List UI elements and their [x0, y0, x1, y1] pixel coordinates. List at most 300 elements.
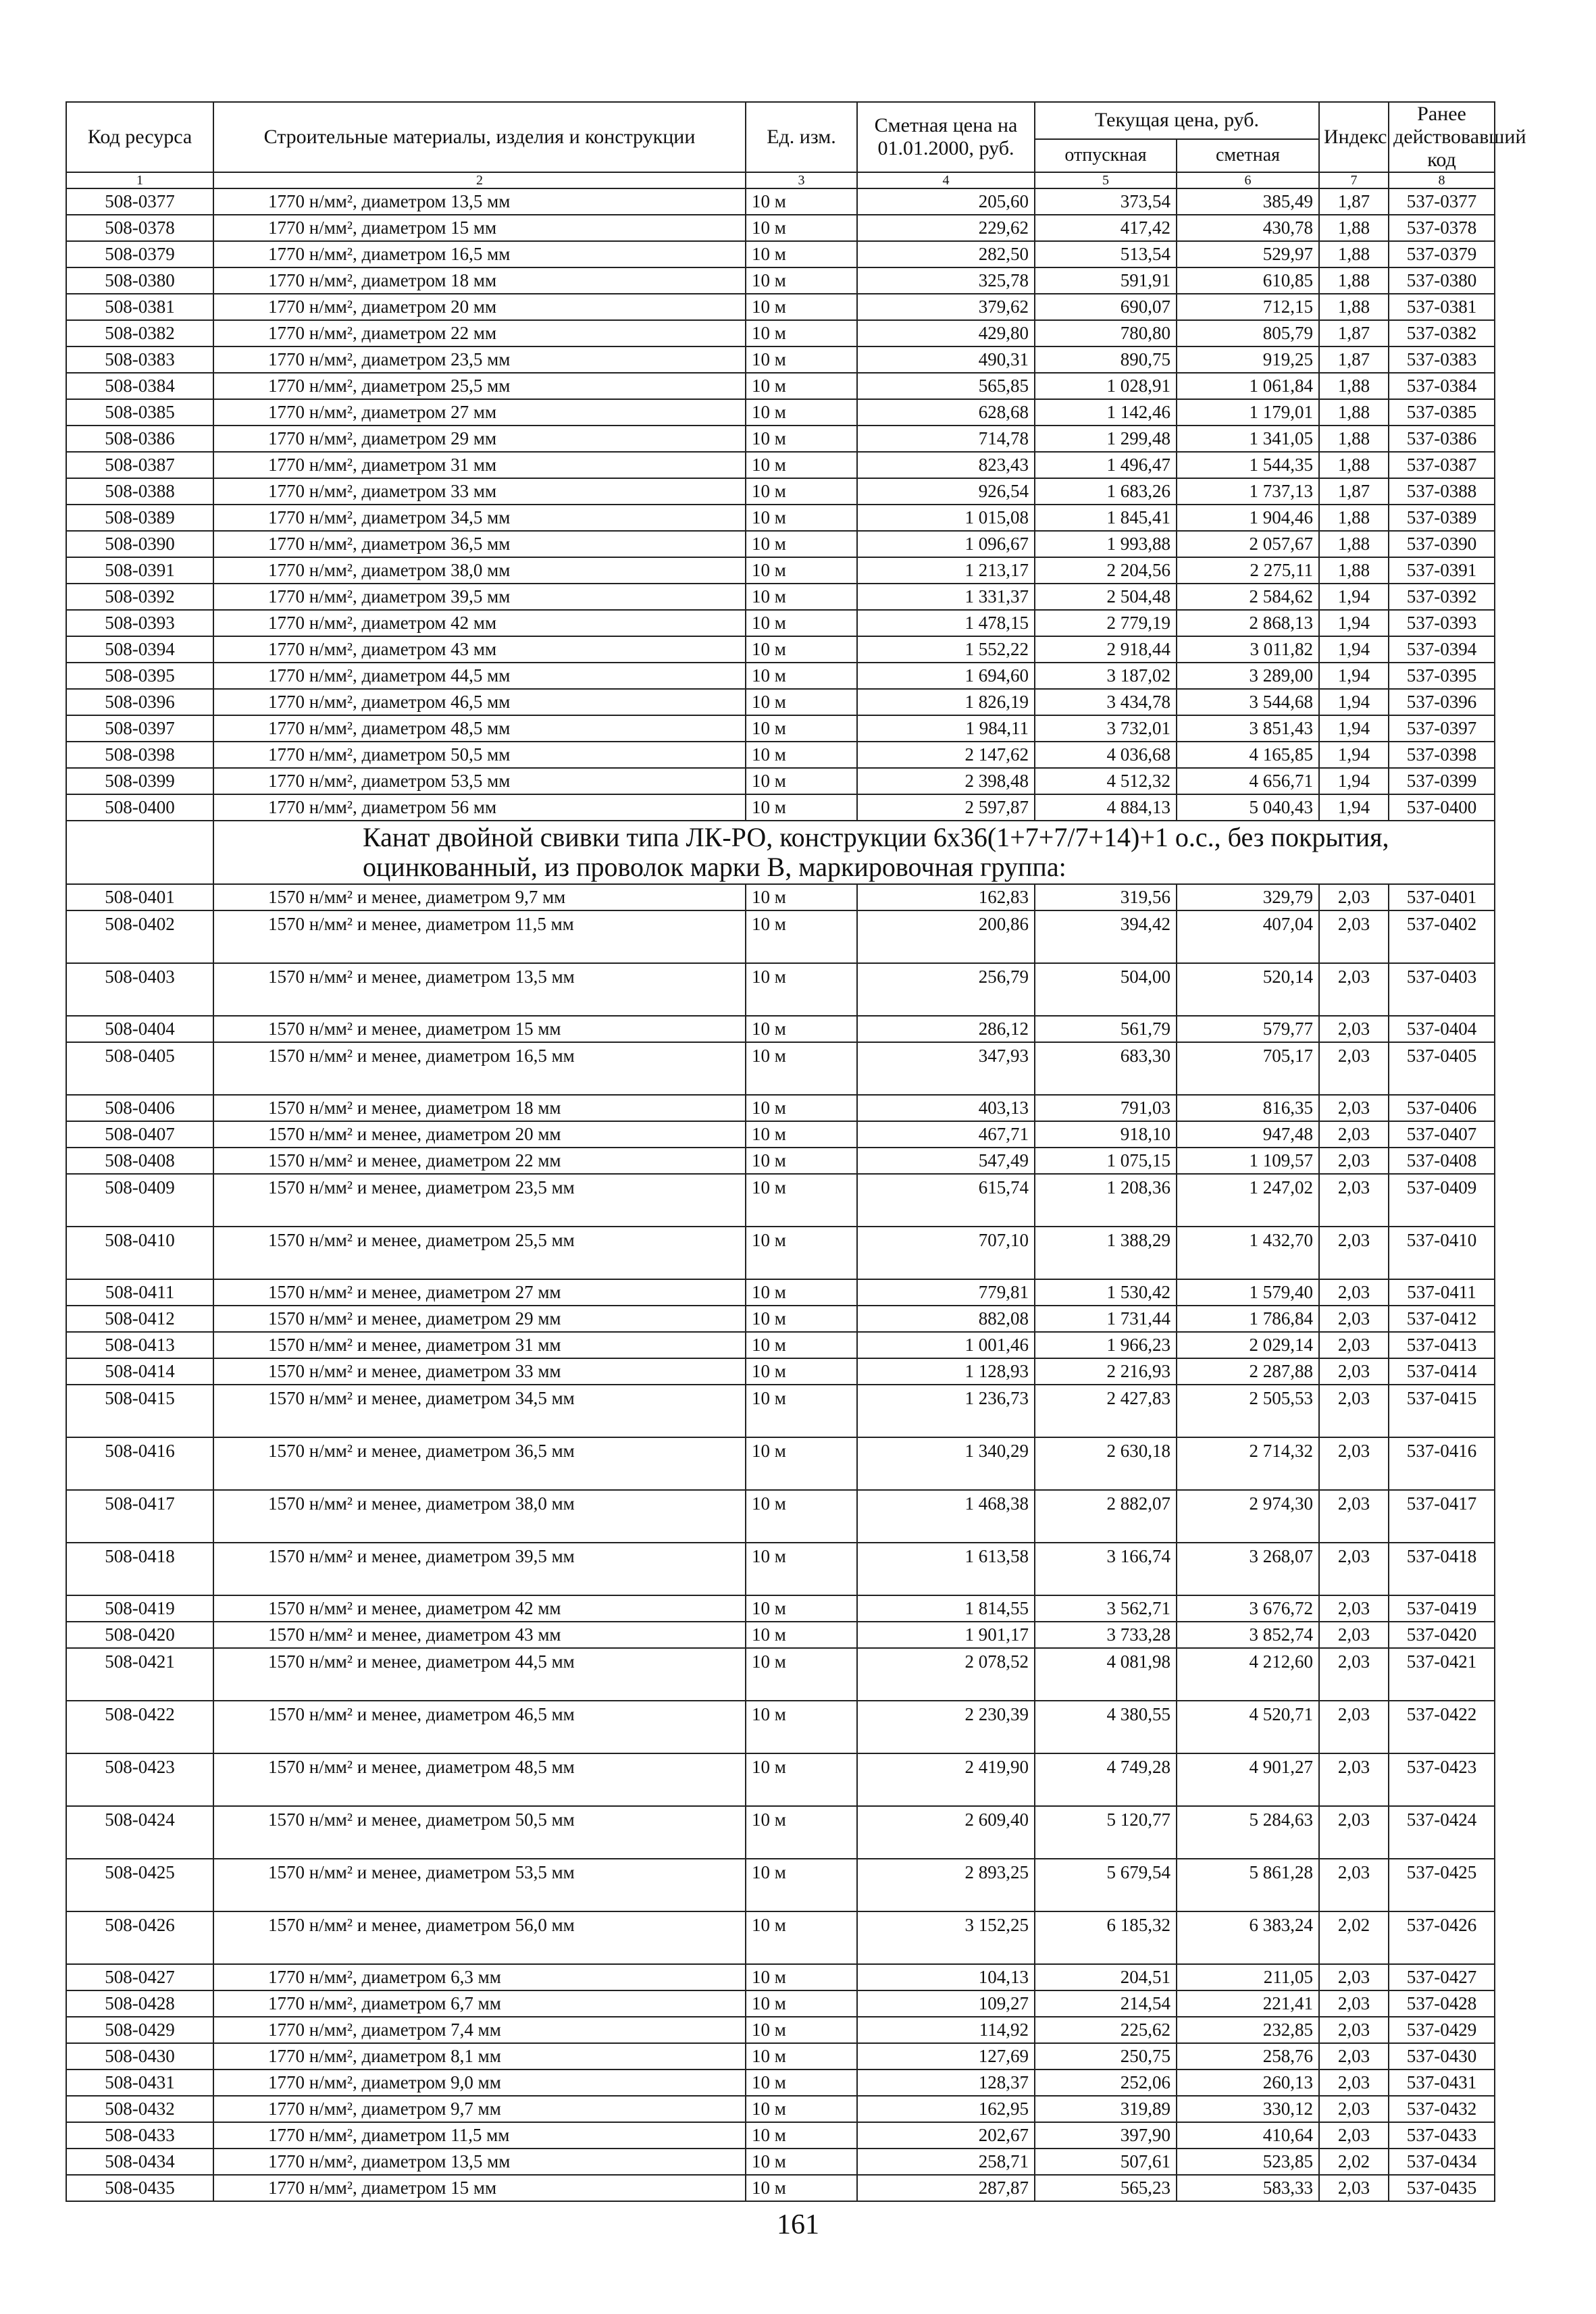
base-price: 258,71 — [857, 2149, 1035, 2175]
unit: 10 м — [746, 1859, 857, 1911]
base-price: 1 468,38 — [857, 1490, 1035, 1543]
release-price: 373,54 — [1035, 188, 1177, 215]
release-price: 3 166,74 — [1035, 1543, 1177, 1595]
price-index: 2,03 — [1319, 2069, 1389, 2096]
base-price: 1 814,55 — [857, 1595, 1035, 1622]
unit: 10 м — [746, 1490, 857, 1543]
previous-code: 537-0418 — [1389, 1543, 1495, 1595]
unit: 10 м — [746, 1332, 857, 1358]
release-price: 1 299,48 — [1035, 426, 1177, 452]
resource-code: 508-0406 — [66, 1095, 213, 1121]
resource-name: 1570 н/мм² и менее, диаметром 27 мм — [213, 1279, 746, 1306]
previous-code: 537-0379 — [1389, 241, 1495, 267]
resource-name: 1770 н/мм², диаметром 18 мм — [213, 267, 746, 294]
table-row — [66, 794, 1495, 821]
estimate-price: 385,49 — [1177, 188, 1319, 215]
table-row — [66, 1990, 1495, 2017]
unit: 10 м — [746, 1648, 857, 1701]
table-row — [66, 320, 1495, 346]
resource-code: 508-0427 — [66, 1964, 213, 1990]
resource-code: 508-0394 — [66, 636, 213, 663]
price-index: 2,03 — [1319, 1622, 1389, 1648]
estimate-price: 232,85 — [1177, 2017, 1319, 2043]
base-price: 1 096,67 — [857, 531, 1035, 557]
release-price: 591,91 — [1035, 267, 1177, 294]
previous-code: 537-0415 — [1389, 1385, 1495, 1437]
base-price: 2 230,39 — [857, 1701, 1035, 1753]
resource-name: 1770 н/мм², диаметром 34,5 мм — [213, 505, 746, 531]
release-price: 561,79 — [1035, 1016, 1177, 1042]
price-index: 2,03 — [1319, 1595, 1389, 1622]
resource-name: 1570 н/мм² и менее, диаметром 56,0 мм — [213, 1911, 746, 1964]
estimate-price: 1 432,70 — [1177, 1227, 1319, 1279]
estimate-price: 1 061,84 — [1177, 373, 1319, 399]
section-block — [66, 821, 1495, 884]
estimate-price: 520,14 — [1177, 963, 1319, 1016]
base-price: 547,49 — [857, 1148, 1035, 1174]
resource-code: 508-0414 — [66, 1358, 213, 1385]
previous-code: 537-0383 — [1389, 346, 1495, 373]
resource-code: 508-0396 — [66, 689, 213, 715]
price-index: 2,03 — [1319, 1385, 1389, 1437]
base-price: 467,71 — [857, 1121, 1035, 1148]
resource-code: 508-0397 — [66, 715, 213, 742]
estimate-price: 2 057,67 — [1177, 531, 1319, 557]
price-index: 2,03 — [1319, 1121, 1389, 1148]
resource-code: 508-0412 — [66, 1306, 213, 1332]
table-row — [66, 636, 1495, 663]
previous-code: 537-0386 — [1389, 426, 1495, 452]
estimate-price: 4 212,60 — [1177, 1648, 1319, 1701]
release-price: 1 683,26 — [1035, 478, 1177, 505]
release-price: 4 512,32 — [1035, 768, 1177, 794]
estimate-price: 211,05 — [1177, 1964, 1319, 1990]
price-index: 2,03 — [1319, 2175, 1389, 2201]
resource-code: 508-0379 — [66, 241, 213, 267]
base-price: 1 552,22 — [857, 636, 1035, 663]
release-price: 683,30 — [1035, 1042, 1177, 1095]
table-row — [66, 663, 1495, 689]
base-price: 403,13 — [857, 1095, 1035, 1121]
previous-code: 537-0421 — [1389, 1648, 1495, 1701]
estimate-price: 705,17 — [1177, 1042, 1319, 1095]
base-price: 707,10 — [857, 1227, 1035, 1279]
table-row — [66, 1543, 1495, 1595]
estimate-price: 3 852,74 — [1177, 1622, 1319, 1648]
unit: 10 м — [746, 2122, 857, 2149]
table-row — [66, 1227, 1495, 1279]
table-row — [66, 1095, 1495, 1121]
unit: 10 м — [746, 1437, 857, 1490]
resource-code: 508-0399 — [66, 768, 213, 794]
unit: 10 м — [746, 1121, 857, 1148]
table-row — [66, 1332, 1495, 1358]
release-price: 918,10 — [1035, 1121, 1177, 1148]
estimate-price: 2 584,62 — [1177, 584, 1319, 610]
table-row — [66, 241, 1495, 267]
table-row — [66, 1306, 1495, 1332]
estimate-price: 6 383,24 — [1177, 1911, 1319, 1964]
price-index: 1,88 — [1319, 452, 1389, 478]
release-price: 690,07 — [1035, 294, 1177, 320]
resource-name: 1570 н/мм² и менее, диаметром 33 мм — [213, 1358, 746, 1385]
table-row — [66, 267, 1495, 294]
resource-code: 508-0387 — [66, 452, 213, 478]
header-index: Индекс — [1319, 102, 1389, 172]
price-index: 1,88 — [1319, 241, 1389, 267]
resource-name: 1770 н/мм², диаметром 43 мм — [213, 636, 746, 663]
estimate-price: 329,79 — [1177, 884, 1319, 910]
release-price: 250,75 — [1035, 2043, 1177, 2069]
unit: 10 м — [746, 1964, 857, 1990]
estimate-price: 1 544,35 — [1177, 452, 1319, 478]
resource-name: 1570 н/мм² и менее, диаметром 38,0 мм — [213, 1490, 746, 1543]
release-price: 2 216,93 — [1035, 1358, 1177, 1385]
table-row — [66, 2017, 1495, 2043]
header-prev-code: Ранее действовавший код — [1389, 102, 1495, 172]
previous-code: 537-0397 — [1389, 715, 1495, 742]
column-number: 5 — [1035, 172, 1177, 188]
table-row — [66, 1806, 1495, 1859]
base-price: 286,12 — [857, 1016, 1035, 1042]
estimate-price: 1 179,01 — [1177, 399, 1319, 426]
resource-code: 508-0433 — [66, 2122, 213, 2149]
estimate-price: 430,78 — [1177, 215, 1319, 241]
resource-code: 508-0423 — [66, 1753, 213, 1806]
release-price: 565,23 — [1035, 2175, 1177, 2201]
table-row — [66, 1358, 1495, 1385]
resource-code: 508-0386 — [66, 426, 213, 452]
resource-code: 508-0388 — [66, 478, 213, 505]
price-index: 1,94 — [1319, 636, 1389, 663]
resource-name: 1770 н/мм², диаметром 9,7 мм — [213, 2096, 746, 2122]
release-price: 3 562,71 — [1035, 1595, 1177, 1622]
resource-code: 508-0422 — [66, 1701, 213, 1753]
previous-code: 537-0382 — [1389, 320, 1495, 346]
column-numbers-row — [66, 172, 1495, 188]
estimate-price: 4 520,71 — [1177, 1701, 1319, 1753]
base-price: 926,54 — [857, 478, 1035, 505]
resource-code: 508-0382 — [66, 320, 213, 346]
unit: 10 м — [746, 768, 857, 794]
base-price: 202,67 — [857, 2122, 1035, 2149]
release-price: 1 993,88 — [1035, 531, 1177, 557]
resource-name: 1570 н/мм² и менее, диаметром 18 мм — [213, 1095, 746, 1121]
resource-code: 508-0409 — [66, 1174, 213, 1227]
table-row — [66, 742, 1495, 768]
resource-name: 1570 н/мм² и менее, диаметром 15 мм — [213, 1016, 746, 1042]
resource-name: 1570 н/мм² и менее, диаметром 39,5 мм — [213, 1543, 746, 1595]
column-number: 8 — [1389, 172, 1495, 188]
base-price: 490,31 — [857, 346, 1035, 373]
unit: 10 м — [746, 294, 857, 320]
base-price: 1 340,29 — [857, 1437, 1035, 1490]
unit: 10 м — [746, 1622, 857, 1648]
resource-name: 1570 н/мм² и менее, диаметром 31 мм — [213, 1332, 746, 1358]
price-index: 1,94 — [1319, 715, 1389, 742]
release-price: 6 185,32 — [1035, 1911, 1177, 1964]
unit: 10 м — [746, 1148, 857, 1174]
price-index: 2,03 — [1319, 884, 1389, 910]
estimate-price: 258,76 — [1177, 2043, 1319, 2069]
price-index: 1,87 — [1319, 188, 1389, 215]
resource-name: 1770 н/мм², диаметром 39,5 мм — [213, 584, 746, 610]
unit: 10 м — [746, 910, 857, 963]
estimate-price: 5 861,28 — [1177, 1859, 1319, 1911]
estimate-price: 583,33 — [1177, 2175, 1319, 2201]
base-price: 882,08 — [857, 1306, 1035, 1332]
resource-code: 508-0426 — [66, 1911, 213, 1964]
header-unit: Ед. изм. — [746, 102, 857, 172]
resource-name: 1770 н/мм², диаметром 42 мм — [213, 610, 746, 636]
base-price: 114,92 — [857, 2017, 1035, 2043]
unit: 10 м — [746, 715, 857, 742]
resource-code: 508-0411 — [66, 1279, 213, 1306]
base-price: 109,27 — [857, 1990, 1035, 2017]
previous-code: 537-0395 — [1389, 663, 1495, 689]
estimate-price: 1 904,46 — [1177, 505, 1319, 531]
previous-code: 537-0433 — [1389, 2122, 1495, 2149]
estimate-price: 5 040,43 — [1177, 794, 1319, 821]
release-price: 2 204,56 — [1035, 557, 1177, 584]
estimate-price: 2 974,30 — [1177, 1490, 1319, 1543]
resource-code: 508-0400 — [66, 794, 213, 821]
previous-code: 537-0417 — [1389, 1490, 1495, 1543]
resource-code: 508-0378 — [66, 215, 213, 241]
unit: 10 м — [746, 531, 857, 557]
estimate-price: 529,97 — [1177, 241, 1319, 267]
previous-code: 537-0429 — [1389, 2017, 1495, 2043]
previous-code: 537-0389 — [1389, 505, 1495, 531]
unit: 10 м — [746, 663, 857, 689]
table-row — [66, 452, 1495, 478]
resource-name: 1770 н/мм², диаметром 53,5 мм — [213, 768, 746, 794]
table-row — [66, 531, 1495, 557]
table-row — [66, 294, 1495, 320]
base-price: 1 213,17 — [857, 557, 1035, 584]
release-price: 2 882,07 — [1035, 1490, 1177, 1543]
estimate-price: 407,04 — [1177, 910, 1319, 963]
unit: 10 м — [746, 794, 857, 821]
estimate-price: 4 165,85 — [1177, 742, 1319, 768]
estimate-price: 2 029,14 — [1177, 1332, 1319, 1358]
base-price: 2 398,48 — [857, 768, 1035, 794]
base-price: 1 331,37 — [857, 584, 1035, 610]
estimate-price: 579,77 — [1177, 1016, 1319, 1042]
resource-name: 1570 н/мм² и менее, диаметром 50,5 мм — [213, 1806, 746, 1859]
previous-code: 537-0388 — [1389, 478, 1495, 505]
previous-code: 537-0431 — [1389, 2069, 1495, 2096]
price-index: 2,03 — [1319, 1095, 1389, 1121]
base-price: 282,50 — [857, 241, 1035, 267]
resource-code: 508-0421 — [66, 1648, 213, 1701]
release-price: 319,89 — [1035, 2096, 1177, 2122]
previous-code: 537-0416 — [1389, 1437, 1495, 1490]
price-index: 2,03 — [1319, 2122, 1389, 2149]
resource-name: 1570 н/мм² и менее, диаметром 42 мм — [213, 1595, 746, 1622]
resource-name: 1570 н/мм² и менее, диаметром 46,5 мм — [213, 1701, 746, 1753]
resource-code: 508-0431 — [66, 2069, 213, 2096]
resource-name: 1770 н/мм², диаметром 31 мм — [213, 452, 746, 478]
unit: 10 м — [746, 1016, 857, 1042]
release-price: 780,80 — [1035, 320, 1177, 346]
previous-code: 537-0401 — [1389, 884, 1495, 910]
table-row — [66, 1385, 1495, 1437]
estimate-price: 5 284,63 — [1177, 1806, 1319, 1859]
unit: 10 м — [746, 1042, 857, 1095]
column-number: 2 — [213, 172, 746, 188]
price-index: 1,88 — [1319, 294, 1389, 320]
base-price: 347,93 — [857, 1042, 1035, 1095]
column-number: 3 — [746, 172, 857, 188]
release-price: 4 749,28 — [1035, 1753, 1177, 1806]
release-price: 504,00 — [1035, 963, 1177, 1016]
unit: 10 м — [746, 1358, 857, 1385]
base-price: 1 001,46 — [857, 1332, 1035, 1358]
resource-code: 508-0403 — [66, 963, 213, 1016]
unit: 10 м — [746, 215, 857, 241]
price-index: 1,94 — [1319, 663, 1389, 689]
release-price: 397,90 — [1035, 2122, 1177, 2149]
unit: 10 м — [746, 636, 857, 663]
table-row — [66, 346, 1495, 373]
table-row — [66, 689, 1495, 715]
price-index: 2,03 — [1319, 1964, 1389, 1990]
unit: 10 м — [746, 373, 857, 399]
previous-code: 537-0409 — [1389, 1174, 1495, 1227]
previous-code: 537-0403 — [1389, 963, 1495, 1016]
table-row — [66, 610, 1495, 636]
section-heading-row — [66, 821, 1495, 884]
price-index: 2,03 — [1319, 1437, 1389, 1490]
table-row — [66, 1701, 1495, 1753]
table-row — [66, 1016, 1495, 1042]
section-code-cell — [66, 821, 213, 884]
estimate-price: 1 786,84 — [1177, 1306, 1319, 1332]
table-row — [66, 1437, 1495, 1490]
price-index: 1,94 — [1319, 768, 1389, 794]
unit: 10 м — [746, 1990, 857, 2017]
table-body-a — [66, 188, 1495, 821]
resource-code: 508-0418 — [66, 1543, 213, 1595]
estimate-price: 919,25 — [1177, 346, 1319, 373]
price-index: 1,88 — [1319, 531, 1389, 557]
price-index: 2,03 — [1319, 2096, 1389, 2122]
base-price: 1 128,93 — [857, 1358, 1035, 1385]
previous-code: 537-0413 — [1389, 1332, 1495, 1358]
resource-code: 508-0383 — [66, 346, 213, 373]
price-index: 2,03 — [1319, 1990, 1389, 2017]
price-index: 1,94 — [1319, 584, 1389, 610]
base-price: 714,78 — [857, 426, 1035, 452]
resource-code: 508-0417 — [66, 1490, 213, 1543]
price-table-sheet — [66, 101, 1526, 2202]
unit: 10 м — [746, 1385, 857, 1437]
resource-name: 1570 н/мм² и менее, диаметром 43 мм — [213, 1622, 746, 1648]
table-row — [66, 2043, 1495, 2069]
price-index: 2,03 — [1319, 1279, 1389, 1306]
unit: 10 м — [746, 884, 857, 910]
price-index: 1,88 — [1319, 215, 1389, 241]
estimate-price: 712,15 — [1177, 294, 1319, 320]
estimate-price: 947,48 — [1177, 1121, 1319, 1148]
unit: 10 м — [746, 963, 857, 1016]
resource-name: 1770 н/мм², диаметром 6,3 мм — [213, 1964, 746, 1990]
unit: 10 м — [746, 2149, 857, 2175]
unit: 10 м — [746, 2069, 857, 2096]
release-price: 507,61 — [1035, 2149, 1177, 2175]
unit: 10 м — [746, 1595, 857, 1622]
estimate-price: 1 579,40 — [1177, 1279, 1319, 1306]
resource-code: 508-0434 — [66, 2149, 213, 2175]
estimate-price: 3 544,68 — [1177, 689, 1319, 715]
header-base-price: Сметная цена на 01.01.2000, руб. — [857, 102, 1035, 172]
previous-code: 537-0432 — [1389, 2096, 1495, 2122]
resource-code: 508-0401 — [66, 884, 213, 910]
base-price: 2 419,90 — [857, 1753, 1035, 1806]
table-row — [66, 1490, 1495, 1543]
previous-code: 537-0430 — [1389, 2043, 1495, 2069]
unit: 10 м — [746, 610, 857, 636]
resource-name: 1770 н/мм², диаметром 7,4 мм — [213, 2017, 746, 2043]
resource-name: 1770 н/мм², диаметром 11,5 мм — [213, 2122, 746, 2149]
base-price: 1 694,60 — [857, 663, 1035, 689]
table-row — [66, 557, 1495, 584]
estimate-price: 4 901,27 — [1177, 1753, 1319, 1806]
price-index: 2,03 — [1319, 1148, 1389, 1174]
table-row — [66, 1648, 1495, 1701]
resource-code: 508-0381 — [66, 294, 213, 320]
resource-name: 1770 н/мм², диаметром 56 мм — [213, 794, 746, 821]
release-price: 214,54 — [1035, 1990, 1177, 2017]
table-row — [66, 478, 1495, 505]
previous-code: 537-0394 — [1389, 636, 1495, 663]
base-price: 1 236,73 — [857, 1385, 1035, 1437]
base-price: 1 478,15 — [857, 610, 1035, 636]
resource-name: 1570 н/мм² и менее, диаметром 16,5 мм — [213, 1042, 746, 1095]
table-row — [66, 1148, 1495, 1174]
resource-code: 508-0424 — [66, 1806, 213, 1859]
table-row — [66, 963, 1495, 1016]
resource-name: 1770 н/мм², диаметром 16,5 мм — [213, 241, 746, 267]
estimate-price: 4 656,71 — [1177, 768, 1319, 794]
release-price: 3 434,78 — [1035, 689, 1177, 715]
resource-name: 1770 н/мм², диаметром 33 мм — [213, 478, 746, 505]
unit: 10 м — [746, 2043, 857, 2069]
previous-code: 537-0405 — [1389, 1042, 1495, 1095]
estimate-price: 1 341,05 — [1177, 426, 1319, 452]
previous-code: 537-0406 — [1389, 1095, 1495, 1121]
unit: 10 м — [746, 267, 857, 294]
resource-code: 508-0385 — [66, 399, 213, 426]
table-row — [66, 1279, 1495, 1306]
table-row — [66, 399, 1495, 426]
table-row — [66, 373, 1495, 399]
table-row — [66, 2069, 1495, 2096]
unit: 10 м — [746, 1806, 857, 1859]
previous-code: 537-0385 — [1389, 399, 1495, 426]
previous-code: 537-0390 — [1389, 531, 1495, 557]
resource-code: 508-0393 — [66, 610, 213, 636]
unit: 10 м — [746, 689, 857, 715]
estimate-price: 221,41 — [1177, 1990, 1319, 2017]
release-price: 2 779,19 — [1035, 610, 1177, 636]
resource-name: 1770 н/мм², диаметром 23,5 мм — [213, 346, 746, 373]
resource-name: 1770 н/мм², диаметром 22 мм — [213, 320, 746, 346]
release-price: 791,03 — [1035, 1095, 1177, 1121]
base-price: 287,87 — [857, 2175, 1035, 2201]
previous-code: 537-0404 — [1389, 1016, 1495, 1042]
